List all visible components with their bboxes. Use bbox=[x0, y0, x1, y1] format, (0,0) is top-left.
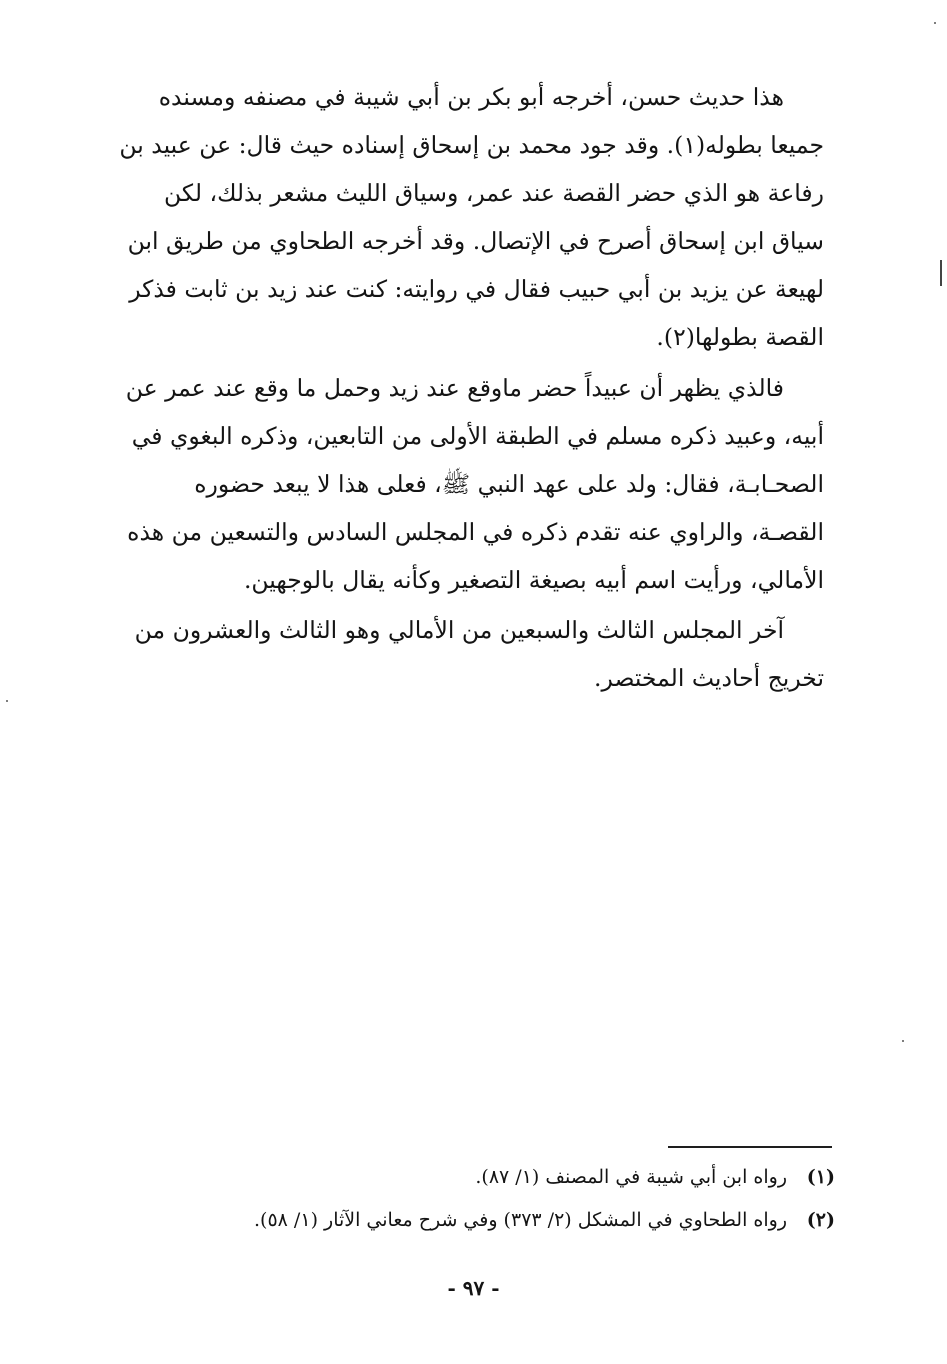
scan-speck bbox=[902, 1040, 904, 1042]
text-line: تخريج أحاديث المختصر. bbox=[594, 664, 824, 692]
page-number: - ٩٧ - bbox=[447, 1276, 500, 1300]
text-line: القصـة، والراوي عنه تقدم ذكره في المجلس السادس والتسعين من هذه bbox=[127, 518, 824, 546]
text-line: الأمالي، ورأيت اسم أبيه بصيغة التصغير وكأنه يقال بالوجهين. bbox=[243, 566, 824, 594]
footnote-separator bbox=[668, 1146, 832, 1148]
text-line: هذا حديث حسن، أخرجه أبو بكر بن أبي شيبة في مصنفه ومسنده bbox=[158, 83, 784, 111]
scan-speck bbox=[934, 22, 936, 24]
footnote-1 bbox=[115, 1163, 835, 1191]
paragraph-session-end bbox=[112, 606, 824, 702]
paragraph-ubaid-discussion bbox=[112, 364, 824, 604]
text-line: سياق ابن إسحاق أصرح في الإتصال. وقد أخرجه الطحاوي من طريق ابن bbox=[127, 227, 824, 255]
scan-speck bbox=[6, 700, 8, 702]
text-line: آخر المجلس الثالث والسبعين من الأمالي وهو الثالث والعشرون من bbox=[134, 616, 784, 644]
footnote-text: رواه الطحاوي في المشكل (٢/ ٣٧٣) وفي شرح معاني الآثار (١/ ٥٨). bbox=[254, 1209, 787, 1231]
text-line: لهيعة عن يزيد بن أبي حبيب فقال في روايته: كنت عند زيد بن ثابت فذكر bbox=[129, 275, 824, 303]
footnote-number: (١) bbox=[806, 1166, 835, 1188]
scan-margin-mark bbox=[940, 260, 942, 286]
footnote-text: رواه ابن أبي شيبة في المصنف (١/ ٨٧). bbox=[475, 1166, 787, 1188]
footnote-number: (٢) bbox=[806, 1209, 835, 1231]
text-line: الصحـابـة، فقال: ولد على عهد النبي ﷺ، فعلى هذا لا يبعد حضوره bbox=[194, 470, 824, 498]
text-line: جميعا بطوله(١). وقد جود محمد بن إسحاق إسناده حيث قال: عن عبيد بن bbox=[119, 131, 824, 159]
text-line: رفاعة هو الذي حضر القصة عند عمر، وسياق الليث مشعر بذلك، لكن bbox=[164, 179, 824, 207]
paragraph-hadith-hasan bbox=[112, 73, 824, 361]
text-line: فالذي يظهر أن عبيداً حضر ماوقع عند زيد وحمل ما وقع عند عمر عن bbox=[125, 374, 784, 402]
text-line: القصة بطولها(٢). bbox=[656, 323, 824, 351]
footnote-2 bbox=[115, 1206, 835, 1234]
text-line: أبيه، وعبيد ذكره مسلم في الطبقة الأولى من التابعين، وذكره البغوي في bbox=[131, 422, 824, 450]
